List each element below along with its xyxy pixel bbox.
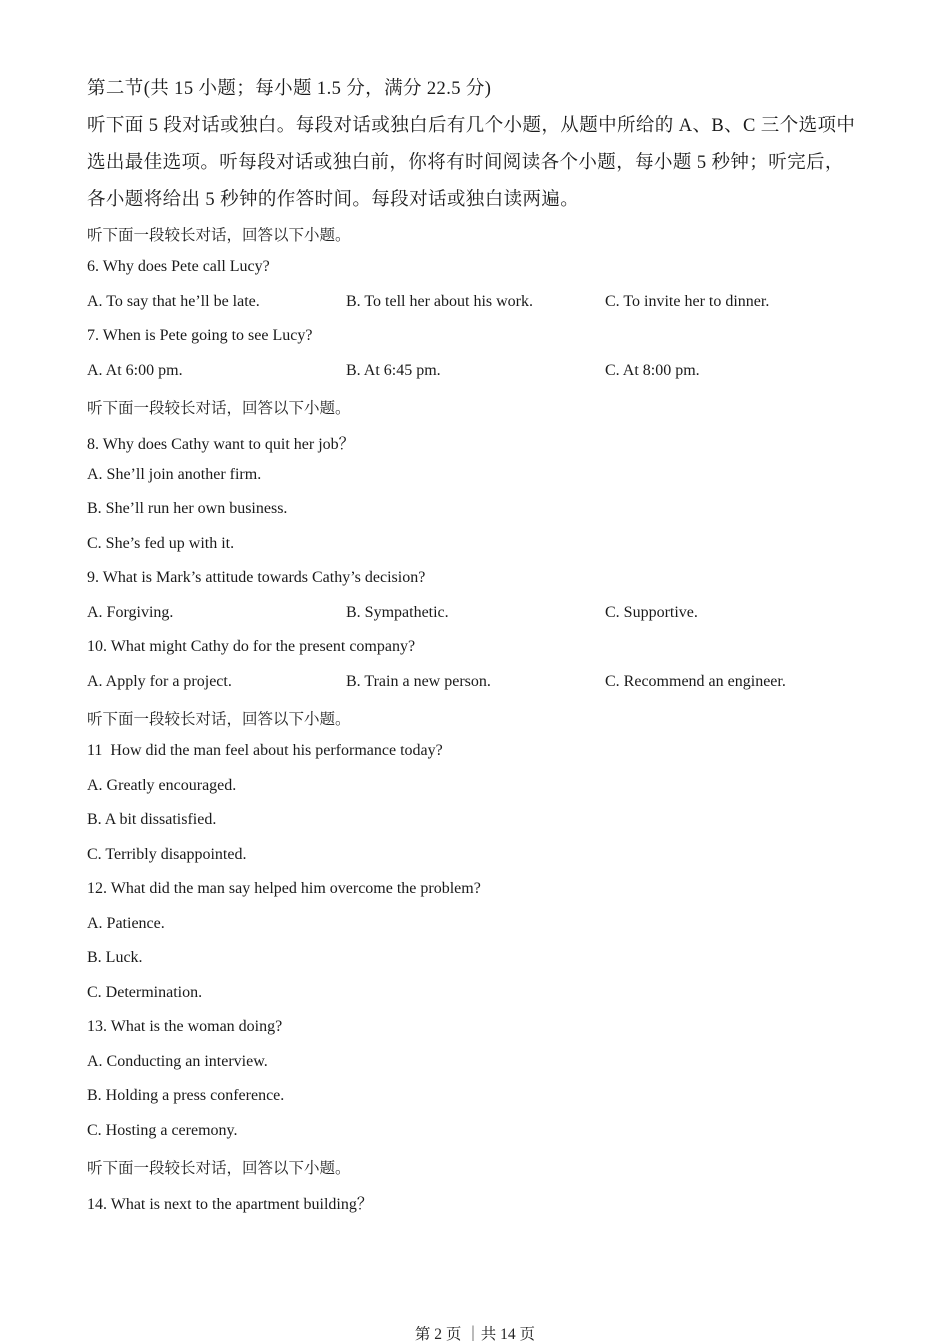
- dialogue-prompt-3: 听下面一段较长对话，回答以下小题。: [87, 711, 351, 728]
- question-6-option-a[interactable]: A. To say that he’ll be late.: [87, 293, 260, 310]
- question-8-option-b[interactable]: B. She’ll run her own business.: [87, 500, 288, 517]
- section-heading: 第二节(共 15 小题；每小题 1.5 分，满分 22.5 分): [87, 79, 492, 99]
- question-13-option-b[interactable]: B. Holding a press conference.: [87, 1087, 285, 1104]
- question-9-option-c[interactable]: C. Supportive.: [605, 604, 698, 621]
- question-10-options: [87, 673, 867, 695]
- instructions-line-3: 各小题将给出 5 秒钟的作答时间。每段对话或独白读两遍。: [87, 190, 580, 210]
- question-8: 8. Why does Cathy want to quit her job？: [87, 436, 355, 453]
- question-9: 9. What is Mark’s attitude towards Cathy’s decision?: [87, 569, 426, 586]
- question-12-option-a[interactable]: A. Patience.: [87, 915, 165, 932]
- question-9-options: [87, 604, 867, 626]
- dialogue-prompt-2: 听下面一段较长对话，回答以下小题。: [87, 400, 351, 417]
- question-13-option-c[interactable]: C. Hosting a ceremony.: [87, 1122, 238, 1139]
- question-8-option-a[interactable]: A. She’ll join another firm.: [87, 466, 262, 483]
- dialogue-prompt-1: 听下面一段较长对话，回答以下小题。: [87, 227, 351, 244]
- question-12: 12. What did the man say helped him overcome the problem?: [87, 880, 481, 897]
- question-10-option-a[interactable]: A. Apply for a project.: [87, 673, 232, 690]
- question-6-option-b[interactable]: B. To tell her about his work.: [346, 293, 534, 310]
- question-10-option-b[interactable]: B. Train a new person.: [346, 673, 491, 690]
- question-7-option-b[interactable]: B. At 6:45 pm.: [346, 362, 441, 379]
- question-11: 11 How did the man feel about his performance today?: [87, 742, 443, 759]
- instructions-line-1: 听下面 5 段对话或独白。每段对话或独白后有几个小题，从题中所给的 A、B、C 三个选项中: [87, 116, 856, 136]
- page-footer: 第 2 页 ｜共 14 页: [414, 1326, 536, 1343]
- question-10-option-c[interactable]: C. Recommend an engineer.: [605, 673, 786, 690]
- question-7-options: [87, 362, 867, 384]
- question-9-option-b[interactable]: B. Sympathetic.: [346, 604, 449, 621]
- question-6-options: [87, 293, 867, 315]
- question-14: 14. What is next to the apartment building？: [87, 1196, 373, 1213]
- question-8-option-c[interactable]: C. She’s fed up with it.: [87, 535, 235, 552]
- question-10: 10. What might Cathy do for the present company?: [87, 638, 416, 655]
- question-9-option-a[interactable]: A. Forgiving.: [87, 604, 174, 621]
- question-7: 7. When is Pete going to see Lucy?: [87, 327, 313, 344]
- dialogue-prompt-4: 听下面一段较长对话，回答以下小题。: [87, 1160, 351, 1177]
- question-13: 13. What is the woman doing?: [87, 1018, 283, 1035]
- instructions-line-2: 选出最佳选项。听每段对话或独白前，你将有时间阅读各个小题，每小题 5 秒钟；听完后，: [87, 153, 844, 173]
- question-7-option-c[interactable]: C. At 8:00 pm.: [605, 362, 700, 379]
- question-11-option-a[interactable]: A. Greatly encouraged.: [87, 777, 237, 794]
- question-11-option-b[interactable]: B. A bit dissatisfied.: [87, 811, 217, 828]
- question-7-option-a[interactable]: A. At 6:00 pm.: [87, 362, 183, 379]
- question-11-option-c[interactable]: C. Terribly disappointed.: [87, 846, 247, 863]
- question-13-option-a[interactable]: A. Conducting an interview.: [87, 1053, 268, 1070]
- question-12-option-c[interactable]: C. Determination.: [87, 984, 203, 1001]
- question-6-option-c[interactable]: C. To invite her to dinner.: [605, 293, 770, 310]
- question-6: 6. Why does Pete call Lucy?: [87, 258, 270, 275]
- question-12-option-b[interactable]: B. Luck.: [87, 949, 143, 966]
